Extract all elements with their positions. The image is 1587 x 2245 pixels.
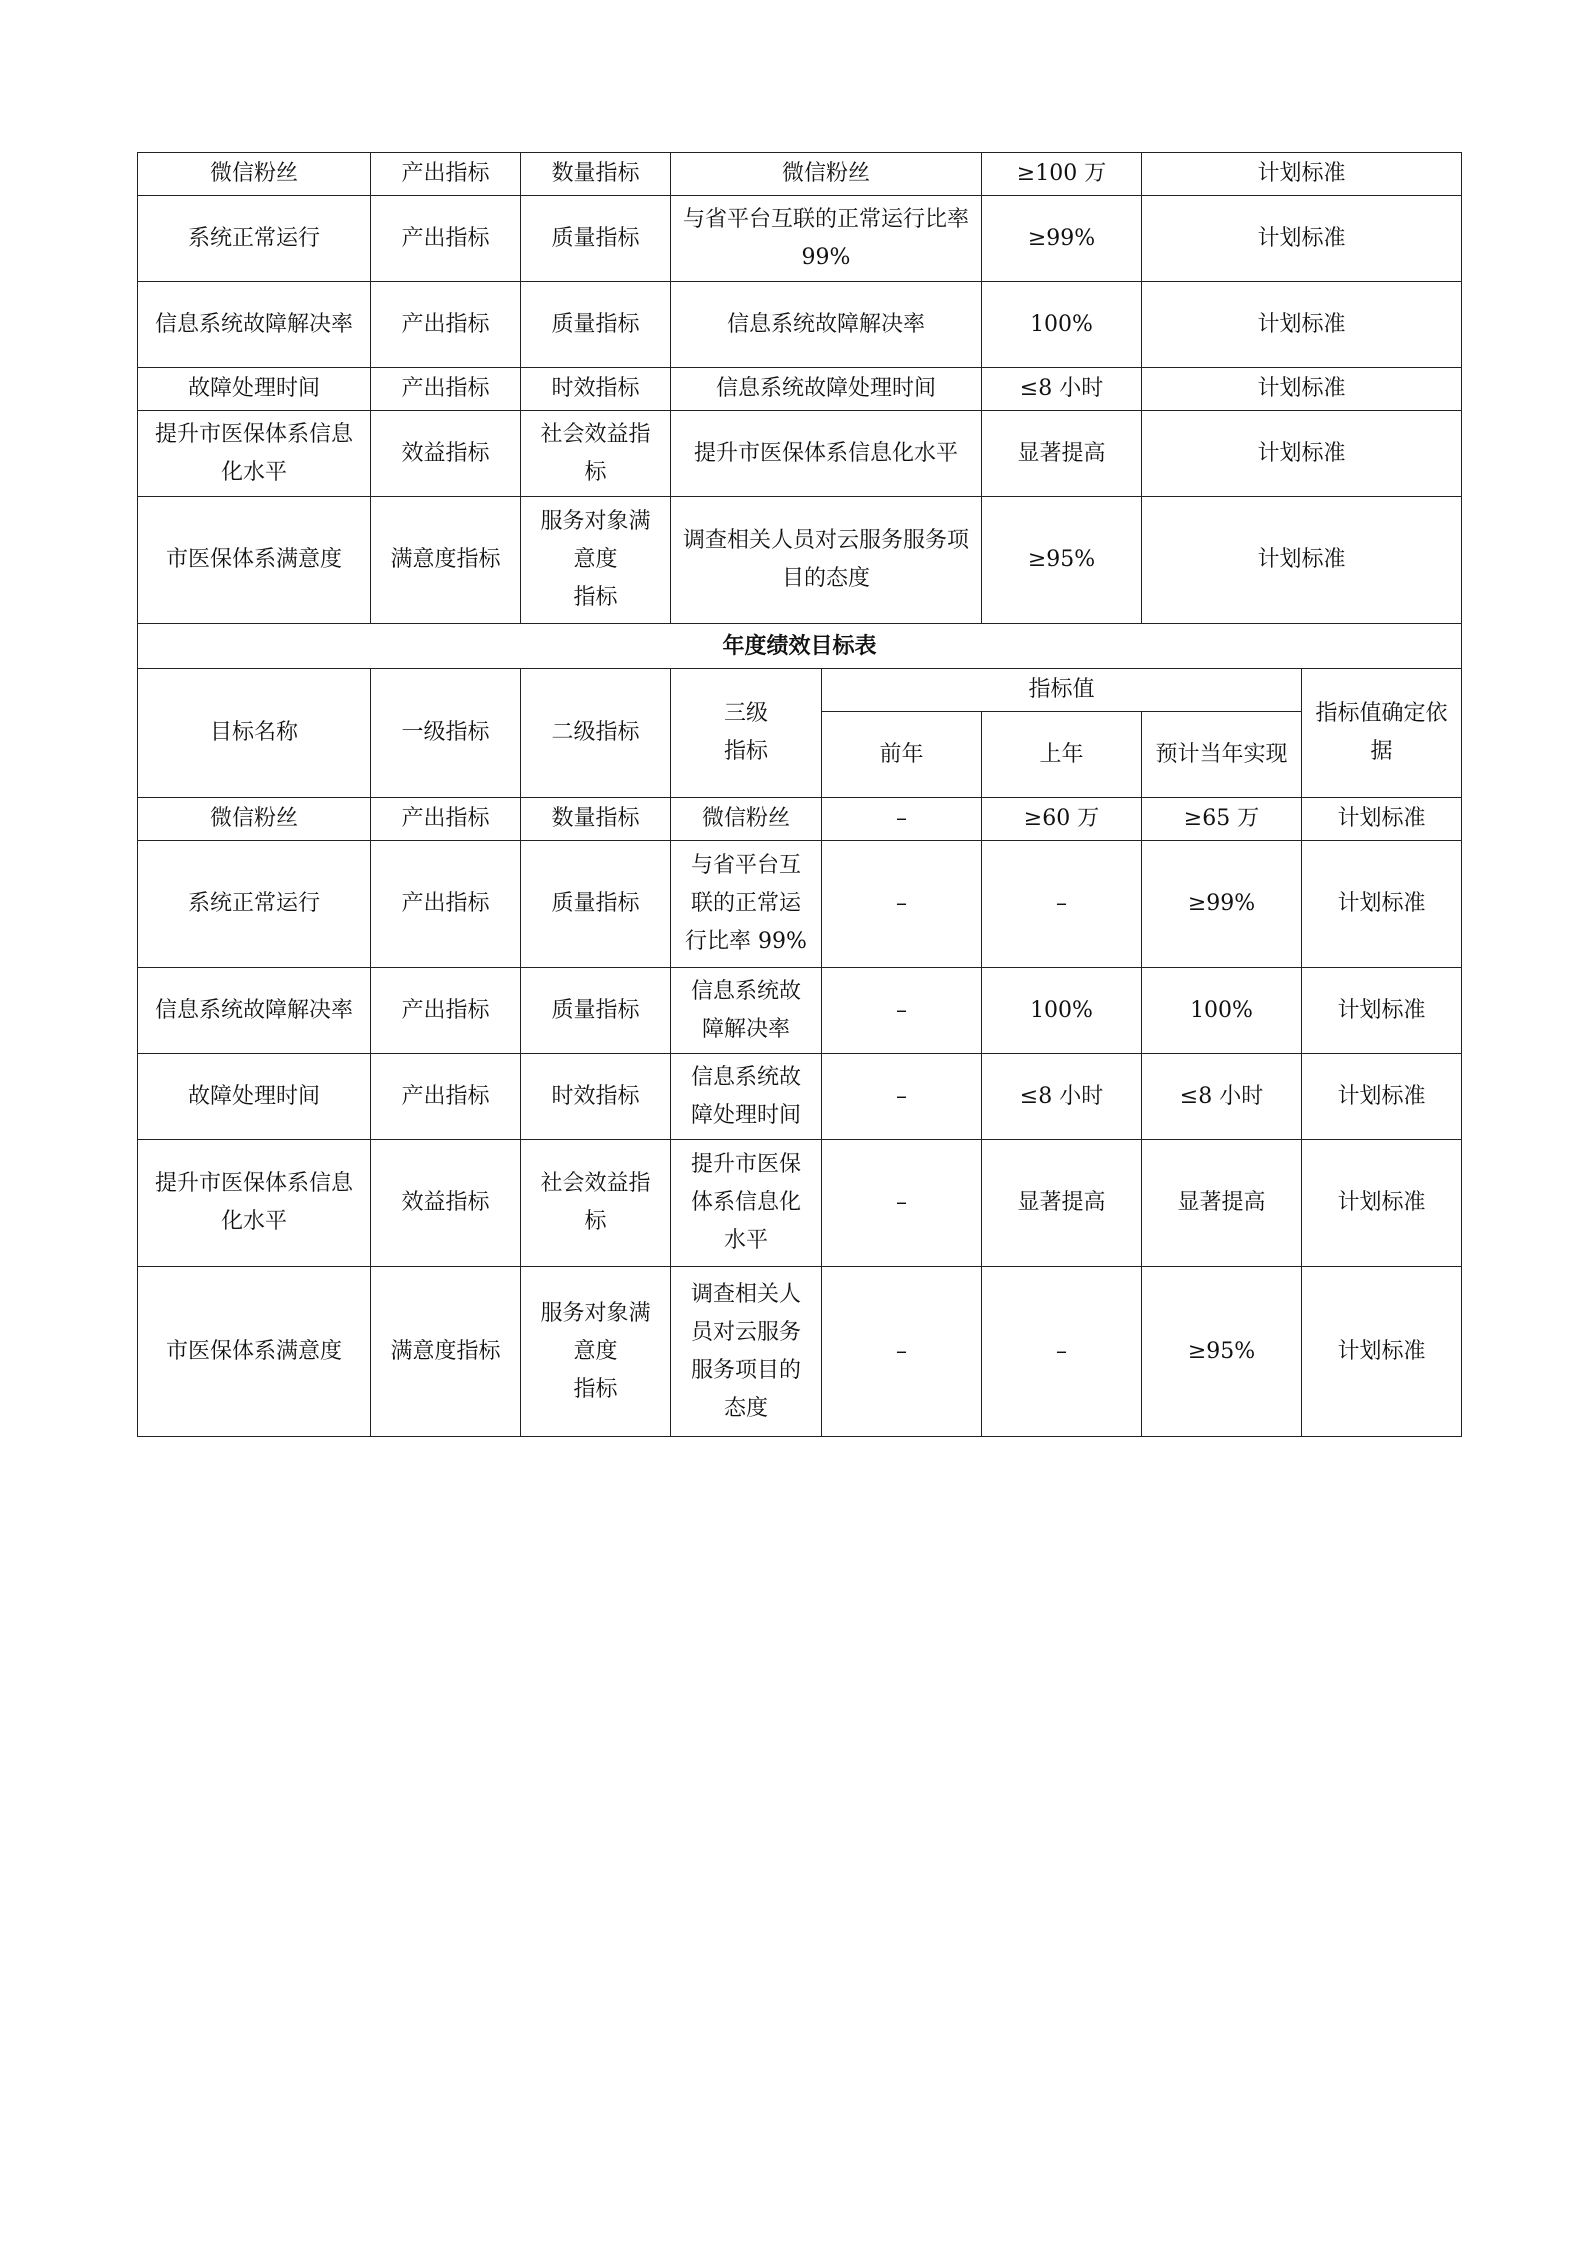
goal-name-cell: 系统正常运行 [138,841,371,968]
last-year-cell: – [982,841,1142,968]
goal-name-cell: 微信粉丝 [138,798,371,841]
goal-name-cell: 市医保体系满意度 [138,1267,371,1437]
performance-table [137,152,1462,1437]
basis-cell: 计划标准 [1302,841,1462,968]
header-indicator-value: 指标值 [822,669,1302,712]
table-row [138,153,1462,196]
level1-cell: 产出指标 [371,798,521,841]
header-level3: 三级 指标 [671,669,822,798]
level2-cell: 时效指标 [521,1054,671,1140]
last-year-cell: ≤8 小时 [982,1054,1142,1140]
value-cell: ≤8 小时 [982,368,1142,411]
expected-cell: 100% [1142,968,1302,1054]
level2-cell: 服务对象满意度 指标 [521,497,671,624]
basis-cell: 计划标准 [1302,1267,1462,1437]
goal-name-cell: 提升市医保体系信息化水平 [138,1140,371,1267]
prev-prev-year-cell: – [822,798,982,841]
header-level2: 二级指标 [521,669,671,798]
expected-cell: ≥95% [1142,1267,1302,1437]
value-cell: ≥95% [982,497,1142,624]
level2-cell: 质量指标 [521,196,671,282]
goal-name-cell: 信息系统故障解决率 [138,968,371,1054]
goal-name-cell: 故障处理时间 [138,368,371,411]
header-expected: 预计当年实现 [1142,712,1302,798]
level2-cell: 数量指标 [521,153,671,196]
level2-cell: 服务对象满意度 指标 [521,1267,671,1437]
level1-cell: 产出指标 [371,153,521,196]
level2-cell: 社会效益指标 [521,411,671,497]
level1-cell: 效益指标 [371,411,521,497]
level3-cell: 调查相关人员对云服务服务项目的态度 [671,1267,822,1437]
level2-cell: 质量指标 [521,282,671,368]
table-row [138,368,1462,411]
level3-cell: 与省平台互联的正常运行比率 99% [671,841,822,968]
level3-cell: 信息系统故障解决率 [671,968,822,1054]
last-year-cell: 100% [982,968,1142,1054]
level2-cell: 时效指标 [521,368,671,411]
value-cell: ≥100 万 [982,153,1142,196]
basis-cell: 计划标准 [1302,1140,1462,1267]
table-row [138,798,1462,841]
basis-cell: 计划标准 [1142,411,1462,497]
goal-name-cell: 提升市医保体系信息化水平 [138,411,371,497]
table-row [138,1054,1462,1140]
level3-cell: 提升市医保体系信息化水平 [671,411,982,497]
table-row [138,968,1462,1054]
level1-cell: 产出指标 [371,368,521,411]
table-row [138,1267,1462,1437]
value-cell: ≥99% [982,196,1142,282]
table-row [138,411,1462,497]
last-year-cell: – [982,1267,1142,1437]
level1-cell: 产出指标 [371,841,521,968]
goal-name-cell: 微信粉丝 [138,153,371,196]
table-row [138,1140,1462,1267]
prev-prev-year-cell: – [822,1054,982,1140]
table-row [138,196,1462,282]
level1-cell: 满意度指标 [371,497,521,624]
table-title-row [138,624,1462,669]
header-basis: 指标值确定依据 [1302,669,1462,798]
level3-cell: 信息系统故障处理时间 [671,368,982,411]
basis-cell: 计划标准 [1142,196,1462,282]
level2-cell: 社会效益指标 [521,1140,671,1267]
level3-cell: 微信粉丝 [671,798,822,841]
goal-name-cell: 信息系统故障解决率 [138,282,371,368]
prev-prev-year-cell: – [822,1140,982,1267]
level3-cell: 信息系统故障处理时间 [671,1054,822,1140]
goal-name-cell: 系统正常运行 [138,196,371,282]
basis-cell: 计划标准 [1302,798,1462,841]
goal-name-cell: 故障处理时间 [138,1054,371,1140]
level3-cell: 与省平台互联的正常运行比率 99% [671,196,982,282]
prev-prev-year-cell: – [822,841,982,968]
prev-prev-year-cell: – [822,968,982,1054]
level2-cell: 数量指标 [521,798,671,841]
annual-table-title: 年度绩效目标表 [138,624,1462,669]
header-last-year: 上年 [982,712,1142,798]
header-goal-name: 目标名称 [138,669,371,798]
header-level1: 一级指标 [371,669,521,798]
level1-cell: 效益指标 [371,1140,521,1267]
expected-cell: ≥65 万 [1142,798,1302,841]
expected-cell: 显著提高 [1142,1140,1302,1267]
level3-cell: 信息系统故障解决率 [671,282,982,368]
level3-cell: 微信粉丝 [671,153,982,196]
level1-cell: 产出指标 [371,968,521,1054]
level3-cell: 调查相关人员对云服务服务项目的态度 [671,497,982,624]
basis-cell: 计划标准 [1142,497,1462,624]
level2-cell: 质量指标 [521,968,671,1054]
level3-cell: 提升市医保体系信息化水平 [671,1140,822,1267]
table-row [138,841,1462,968]
level1-cell: 产出指标 [371,282,521,368]
basis-cell: 计划标准 [1302,1054,1462,1140]
level1-cell: 产出指标 [371,1054,521,1140]
expected-cell: ≤8 小时 [1142,1054,1302,1140]
level1-cell: 产出指标 [371,196,521,282]
basis-cell: 计划标准 [1142,282,1462,368]
last-year-cell: ≥60 万 [982,798,1142,841]
level2-cell: 质量指标 [521,841,671,968]
last-year-cell: 显著提高 [982,1140,1142,1267]
value-cell: 100% [982,282,1142,368]
goal-name-cell: 市医保体系满意度 [138,497,371,624]
value-cell: 显著提高 [982,411,1142,497]
basis-cell: 计划标准 [1142,153,1462,196]
basis-cell: 计划标准 [1302,968,1462,1054]
expected-cell: ≥99% [1142,841,1302,968]
table-row [138,282,1462,368]
header-row [138,669,1462,712]
header-prev-prev-year: 前年 [822,712,982,798]
level1-cell: 满意度指标 [371,1267,521,1437]
basis-cell: 计划标准 [1142,368,1462,411]
table-row [138,497,1462,624]
prev-prev-year-cell: – [822,1267,982,1437]
